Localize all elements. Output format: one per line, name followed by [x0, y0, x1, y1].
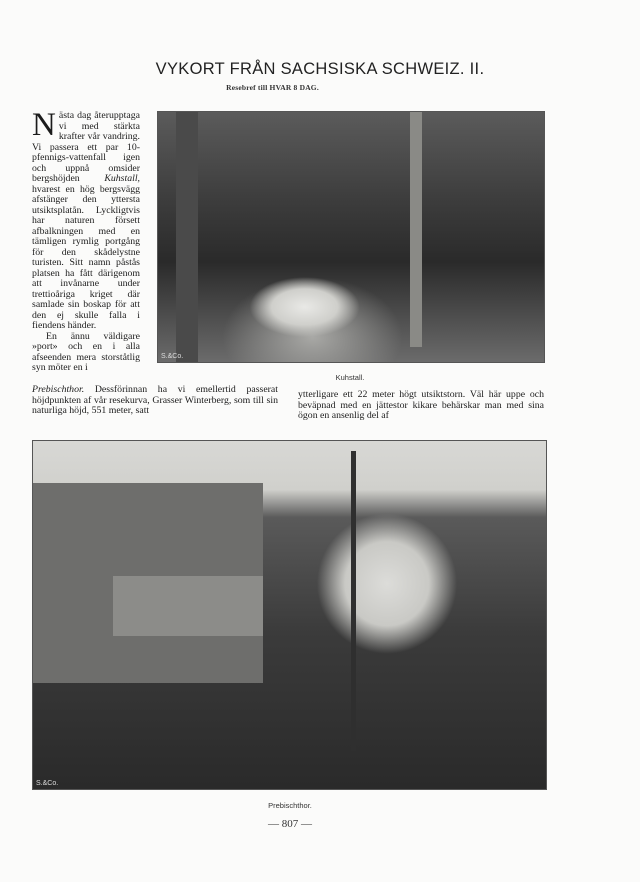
tree-trunk	[176, 112, 198, 362]
photo-prebischthor	[32, 440, 547, 790]
page-subtitle: Resebref till HVAR 8 DAG.	[226, 83, 319, 92]
tree-trunk	[410, 112, 422, 347]
place-name-prebischthor: Prebischthor.	[32, 384, 85, 395]
tree-trunk	[351, 451, 356, 751]
page-title: VYKORT FRÅN SACHSISKA SCHWEIZ. II.	[155, 60, 485, 78]
photo-publisher-mark: S.&Co.	[161, 353, 184, 360]
page-number: — 807 —	[268, 818, 312, 830]
drop-cap: N	[32, 107, 56, 143]
caption-prebischthor: Prebischthor.	[268, 801, 312, 810]
photo-publisher-mark: S.&Co.	[36, 780, 59, 787]
caption-kuhstall: Kuhstall.	[335, 373, 365, 382]
paragraph-2-continuation: Dessförinnan ha vi emellertid passerat höjdpunkten af vår resekurva, Grasser Winterberg, som till sin naturliga höjd, 551 meter, satt	[32, 384, 279, 416]
place-name-kuhstall: Kuhstall,	[104, 173, 140, 184]
article-column-left	[32, 107, 140, 374]
article-column-bottom-left	[32, 385, 278, 417]
article-column-bottom-right: ytterligare ett 22 meter högt utsiktstorn. Väl här uppe och beväpnad med en jättestor kikare behärskar man med sina ögon en ansenlig del af	[298, 389, 544, 421]
paragraph-2-start: En ännu väldigare »port» och en i alla afseenden mera storståtlig syn möter en i	[32, 330, 140, 373]
paragraph-1-end: hvarest en hög bergsvägg afstänger den yttersta utsiktsplatån. Lyckligtvis har naturen försett afbalkningen med en tämligen rymlig portgång för den skådelystne turisten. Sitt namn påstås platsen ha fått därigenom att invånarne under trettioåriga kriget där samlade sin boskap för att den ej skulle falla i fiendens händer.	[32, 183, 140, 331]
photo-kuhstall	[157, 111, 545, 363]
veranda	[113, 576, 263, 636]
paragraph-1-start: ästa dag återupptaga vi med stärkta krafter vår vandring. Vi passera ett par 10-pfennigs-vattenfall igen och uppnå omsider bergshöjden	[32, 110, 140, 184]
